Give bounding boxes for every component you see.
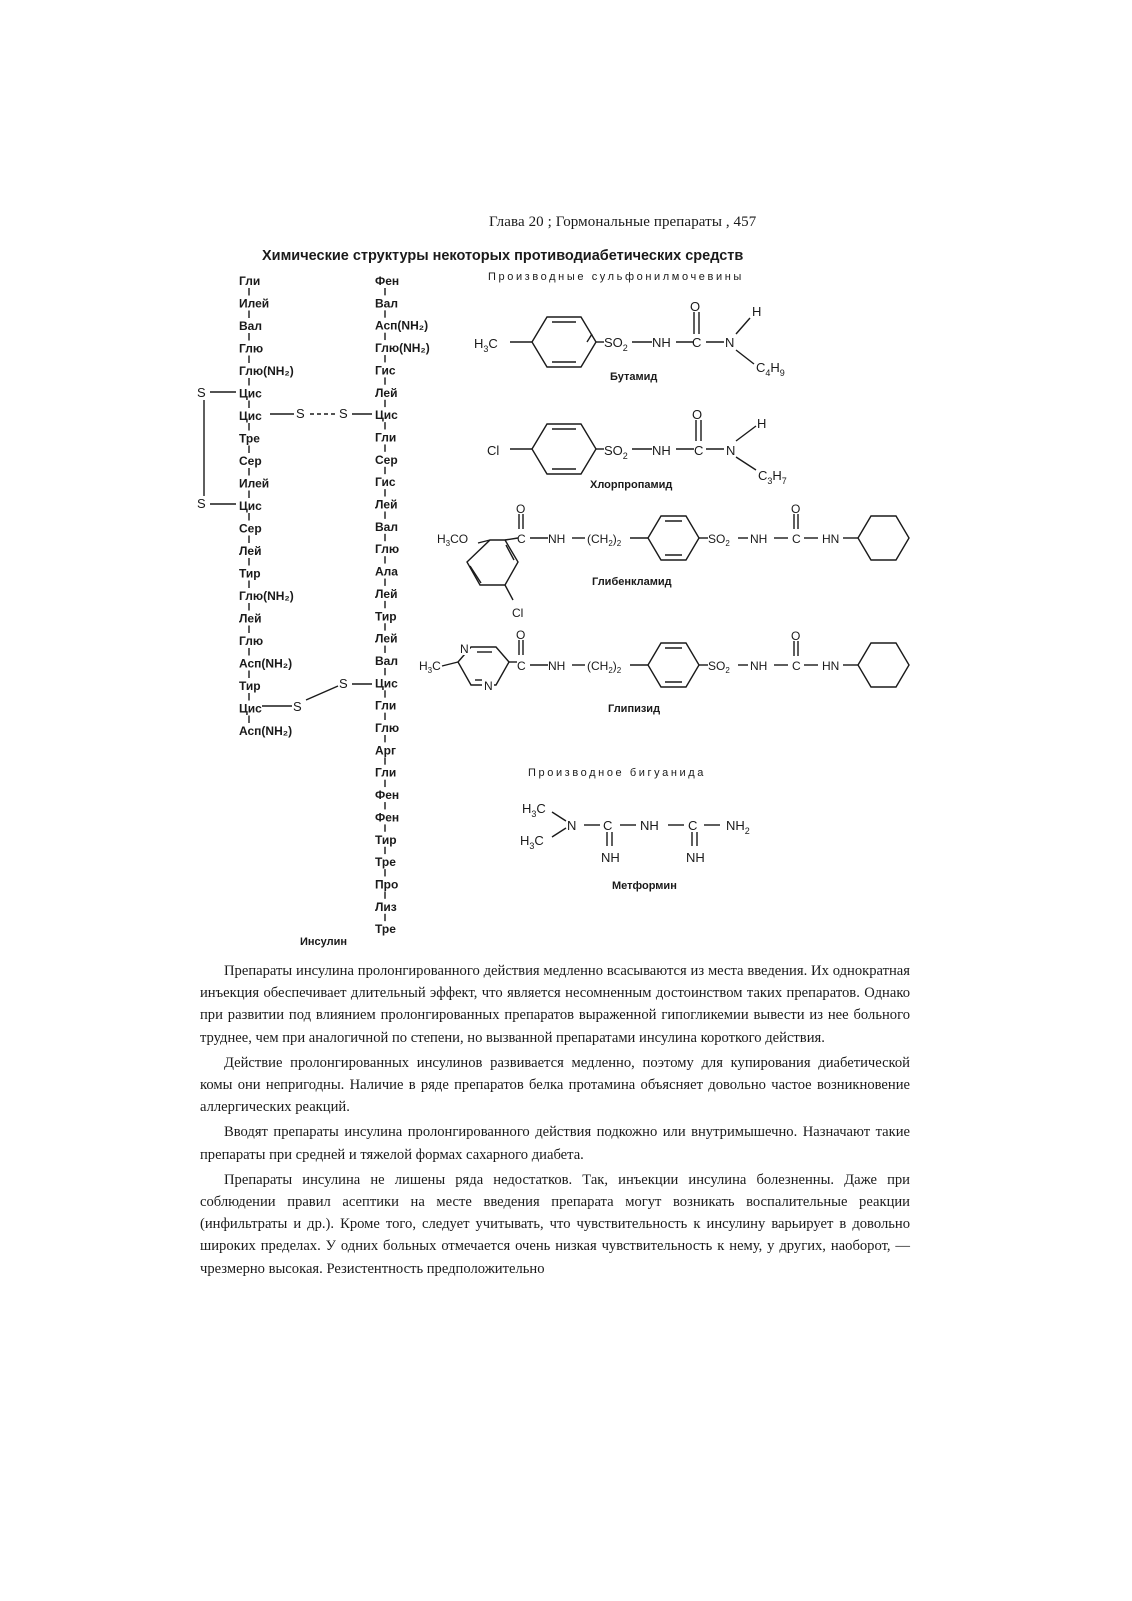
paragraph-1: Препараты инсулина пролонгированного действия медленно всасываются из места введения. Их однократная инъекция обеспечивает длительный эффект, что является несомненным достоинством таких препаратов. Однако при развитии под влиянием пролонгированных препаратов выраженной гипогликемии вывести из нее больного труднее, чем при аналогичной по степени, но вызванной препаратами инсулина короткого действия. [200, 963, 910, 1046]
biguanide-section-title: Производное бигуанида [528, 767, 707, 779]
chain-b-residue-18: Вал [375, 653, 398, 668]
chain-b-residue-4: Глю(NH₂) [375, 341, 430, 356]
svg-text:NH: NH [686, 850, 705, 865]
svg-text:C: C [517, 659, 526, 673]
glipizid-structure [419, 628, 909, 693]
chain-b-residue-30: Тре [375, 922, 396, 937]
page-header: Глава 20 ; Гормональные препараты , 457 [489, 214, 757, 230]
svg-text:NH: NH [601, 850, 620, 865]
svg-text:O: O [791, 629, 801, 643]
chain-a-residue-17: Глю [239, 634, 264, 648]
svg-text:C: C [692, 335, 702, 350]
chain-b-residue-13: Глю [375, 542, 400, 557]
svg-text:Cl: Cl [487, 443, 500, 458]
svg-text:NH: NH [548, 659, 566, 673]
sulfur-atom-6: S [339, 676, 348, 691]
chain-a-residue-19: Тир [239, 679, 261, 693]
butamid-label: Бутамид [610, 371, 658, 383]
svg-text:NH2: $NH_2$ [726, 818, 750, 836]
svg-text:H3C: $H_3C$ [419, 659, 441, 675]
svg-text:H: H [757, 416, 767, 431]
chlorpropamid-structure [487, 407, 787, 486]
chain-b-residue-14: Ала [375, 564, 398, 579]
sulfur-atom-4: S [339, 406, 348, 421]
chain-b-residue-29: Лиз [375, 899, 397, 914]
body-text [200, 960, 910, 1280]
sulfur-atom-5: S [293, 699, 302, 714]
svg-text:H3C: $H_3C$ [520, 833, 544, 851]
chain-a-residue-12: Сер [239, 521, 262, 536]
svg-text:NH: NH [652, 335, 671, 350]
chain-a-residue-1: Гли [239, 274, 261, 288]
svg-text:SO2: $SO_2$ [708, 532, 730, 548]
chain-a-residue-8: Тре [239, 431, 260, 446]
svg-text:O: O [690, 299, 701, 314]
chain-b-residue-12: Вал [375, 519, 398, 534]
svg-text:NH: NH [652, 443, 671, 458]
svg-text:C4H9: $C_4H_9$ [756, 360, 785, 378]
svg-text:O: O [692, 407, 703, 422]
chain-b-residue-3: Асп(NH₂) [375, 318, 429, 333]
svg-text:NH: NH [750, 532, 768, 546]
chain-b-residue-24: Фен [375, 788, 400, 803]
chain-b-residue-19: Цис [375, 676, 398, 691]
chain-b-residue-22: Арг [375, 743, 396, 758]
chain-a-residue-11: Цис [239, 499, 262, 513]
chain-b-residue-8: Гли [375, 430, 397, 445]
chain-a-residue-10: Илей [239, 476, 270, 491]
chain-b-residue-11: Лей [375, 497, 398, 512]
chain-a-residue-13: Лей [239, 544, 262, 558]
paragraph-2: Действие пролонгированных инсулинов развивается медленно, поэтому для купирования диабетической комы они непригодны. Наличие в ряде препаратов белка протамина объясняет довольно частое возникновение аллергических реакций. [200, 1054, 910, 1116]
chain-a-residue-16: Лей [239, 611, 262, 626]
svg-text:C: C [688, 818, 698, 833]
svg-text:Cl: Cl [512, 606, 524, 620]
chain-b-residue-27: Тре [375, 855, 396, 870]
chain-b-residue-10: Гис [375, 475, 396, 490]
svg-text:(CH2)2: $(CH_2)_2$ [587, 659, 622, 675]
svg-text:(CH2)2: $(CH_2)_2$ [587, 532, 622, 548]
svg-text:H: H [752, 304, 762, 319]
svg-text:SO2: $SO_2$ [604, 335, 628, 353]
sulfonylurea-section-title: Производные сульфонилмочевины [488, 271, 744, 283]
chain-b-residue-17: Лей [375, 631, 398, 646]
svg-text:N: N [726, 443, 736, 458]
svg-text:C: C [603, 818, 613, 833]
sulfur-atom-1: S [197, 385, 206, 400]
chain-b-residue-6: Лей [375, 385, 398, 400]
chain-b-residue-28: Про [375, 877, 399, 892]
chain-a-residue-4: Глю [239, 341, 264, 356]
chain-a-residue-5: Глю(NH₂) [239, 364, 294, 378]
svg-text:NH: NH [548, 532, 566, 546]
svg-text:C: C [792, 659, 801, 673]
chain-a-residue-2: Илей [239, 296, 270, 311]
chain-b-residue-7: Цис [375, 408, 398, 423]
chain-b-residue-16: Тир [375, 609, 397, 624]
svg-text:H3CO: $H_3CO$ [437, 532, 469, 548]
chain-a-residue-21: Асп(NH₂) [239, 724, 293, 738]
svg-text:C3H7: $C_3H_7$ [758, 468, 787, 486]
svg-text:C: C [694, 443, 704, 458]
svg-text:NH: NH [640, 818, 659, 833]
svg-text:O: O [516, 502, 526, 516]
svg-text:N: N [460, 642, 469, 656]
chain-a-residue-20: Цис [239, 701, 262, 716]
insulin-label: Инсулин [300, 936, 348, 948]
svg-text:N: N [725, 335, 735, 350]
svg-text:O: O [791, 502, 801, 516]
svg-text:C: C [517, 532, 526, 546]
svg-text:N: N [567, 818, 577, 833]
sulfur-atom-3: S [296, 406, 305, 421]
chain-b-residue-1: Фен [375, 274, 400, 288]
chain-b-residue-9: Сер [375, 452, 398, 467]
chain-b-residue-26: Тир [375, 832, 397, 847]
chain-b-residue-20: Гли [375, 698, 397, 713]
glipizid-label: Глипизид [608, 703, 661, 715]
butamid-structure [474, 299, 785, 378]
figure-title: Химические структуры некоторых противодиабетических средств [262, 248, 744, 264]
svg-text:C: C [792, 532, 801, 546]
metformin-structure [520, 801, 750, 865]
svg-text:SO2: $SO_2$ [708, 659, 730, 675]
chain-a-residue-9: Сер [239, 454, 262, 468]
svg-text:N: N [484, 679, 493, 693]
chain-b-residue-21: Глю [375, 721, 400, 735]
chain-a-residue-18: Асп(NH₂) [239, 656, 293, 671]
chain-b-residue-23: Гли [375, 765, 397, 780]
chain-a-residue-15: Глю(NH₂) [239, 589, 294, 603]
chain-a-residue-3: Вал [239, 319, 262, 333]
chain-b-residue-2: Вал [375, 296, 398, 311]
sulfur-atom-2: S [197, 496, 206, 511]
chain-b-residue-15: Лей [375, 586, 398, 601]
svg-text:SO2: $SO_2$ [604, 443, 628, 461]
chain-b-residue-5: Гис [375, 363, 396, 378]
svg-text:O: O [516, 628, 526, 642]
metformin-label: Метформин [612, 880, 677, 892]
chain-a-residue-7: Цис [239, 409, 262, 423]
glibenclamid-label: Глибенкламид [592, 576, 672, 588]
glibenclamid-structure [437, 502, 909, 620]
svg-text:NH: NH [750, 659, 768, 673]
chain-a-residue-6: Цис [239, 386, 262, 401]
svg-text:H3C: $H_3C$ [522, 801, 546, 819]
chain-a-residue-14: Тир [239, 566, 261, 581]
chain-b-residue-25: Фен [375, 810, 400, 825]
paragraph-4: Препараты инсулина не лишены ряда недостатков. Так, инъекции инсулина болезненны. Даже при соблюдении правил асептики на месте введения препарата могут возникать воспалительные реакции (инфильтраты и др.). Кроме того, следует учитывать, что чувствительность к инсулину варьирует в довольно широких пределах. У одних больных отмечается очень низкая чувствительность к нему, у других, наоборот, — чрезмерно высокая. Резистентность предположительно [200, 1171, 910, 1277]
svg-text:H3C: $H_3C$ [474, 336, 498, 354]
svg-text:HN: HN [822, 659, 840, 673]
svg-text:HN: HN [822, 532, 840, 546]
paragraph-3: Вводят препараты инсулина пролонгированного действия подкожно или внутримышечно. Назначают такие препараты при средней и тяжелой формах сахарного диабета. [200, 1124, 910, 1163]
chlorpropamid-label: Хлорпропамид [590, 479, 673, 491]
